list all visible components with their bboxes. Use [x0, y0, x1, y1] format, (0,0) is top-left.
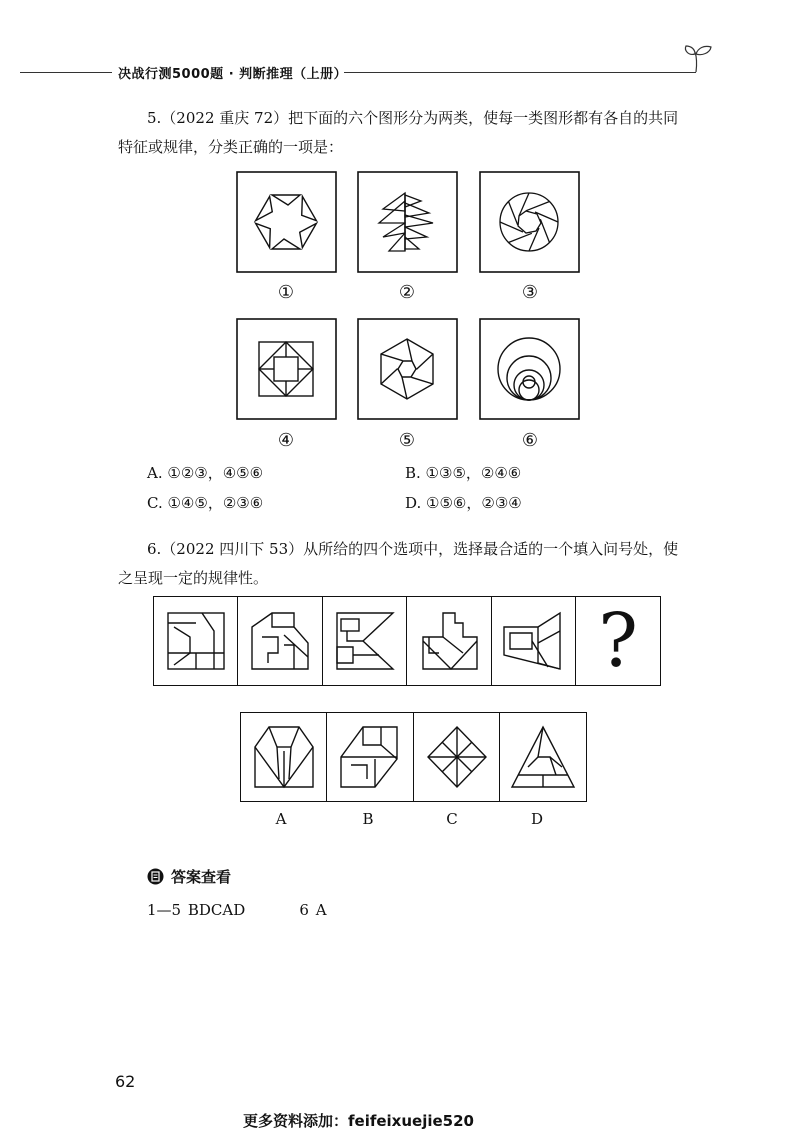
q5-option-a[interactable]: A. ①②③，④⑤⑥	[147, 464, 264, 482]
q5-figure-4	[236, 318, 337, 420]
q5-option-c[interactable]: C. ①④⑤，②③⑥	[147, 494, 264, 512]
q6-choices-strip	[240, 712, 587, 802]
q6-sequence-strip	[153, 596, 661, 686]
q5-figure-label-6: ⑥	[521, 430, 539, 451]
q5-figure-label-3: ③	[521, 282, 539, 303]
q6-sequence-figure-3	[322, 596, 408, 686]
q6-text-line1: 6.（2022 四川下 53）从所给的四个选项中，选择最合适的一个填入问号处，使	[147, 540, 679, 558]
q6-sequence-figure-4	[406, 596, 492, 686]
q5-figure-label-1: ①	[277, 282, 295, 303]
q6-choice-figure-d[interactable]	[499, 712, 587, 802]
q6-choice-figure-c[interactable]	[413, 712, 501, 802]
q5-figure-5	[357, 318, 458, 420]
q6-question-mark: ?	[575, 596, 661, 686]
page-number: 62	[115, 1072, 136, 1091]
q6-choice-figure-a[interactable]	[240, 712, 328, 802]
answer-body: 1—5 BDCAD 6 A	[147, 901, 327, 919]
q5-figure-label-5: ⑤	[398, 430, 416, 451]
q5-figure-label-2: ②	[398, 282, 416, 303]
q5-figure-6	[479, 318, 580, 420]
sprout-leaf-icon	[682, 44, 716, 74]
answer-heading-text: 答案查看	[171, 868, 232, 886]
answer-heading	[147, 866, 231, 887]
q6-choice-label-d: D	[530, 810, 544, 828]
q6-choice-label-b: B	[362, 810, 374, 828]
q5-figure-1	[236, 171, 337, 273]
q5-text-line2: 特征或规律，分类正确的一项是：	[118, 138, 344, 156]
q6-sequence-figure-1	[153, 596, 239, 686]
q5-text-line1: 5.（2022 重庆 72）把下面的六个图形分为两类，使每一类图形都有各自的共同	[147, 109, 679, 127]
q6-text-line2: 之呈现一定的规律性。	[118, 569, 269, 587]
header-title: 决战行测5000题 · 判断推理（上册）	[118, 67, 348, 82]
q5-figure-label-4: ④	[277, 430, 295, 451]
q6-choice-figure-b[interactable]	[326, 712, 414, 802]
q6-choice-label-c: C	[446, 810, 458, 828]
answer-badge-icon	[147, 868, 164, 885]
q5-figure-2	[357, 171, 458, 273]
q6-sequence-figure-2	[237, 596, 323, 686]
footer-note: 更多资料添加：feifeixuejie520	[243, 1112, 474, 1130]
header-rule-right	[344, 72, 696, 73]
q5-figure-3	[479, 171, 580, 273]
q6-sequence-figure-5	[491, 596, 577, 686]
q6-choice-label-a: A	[275, 810, 287, 828]
q5-option-d[interactable]: D. ①⑤⑥，②③④	[405, 494, 522, 512]
header-rule-left	[20, 72, 112, 73]
q5-option-b[interactable]: B. ①③⑤，②④⑥	[405, 464, 522, 482]
